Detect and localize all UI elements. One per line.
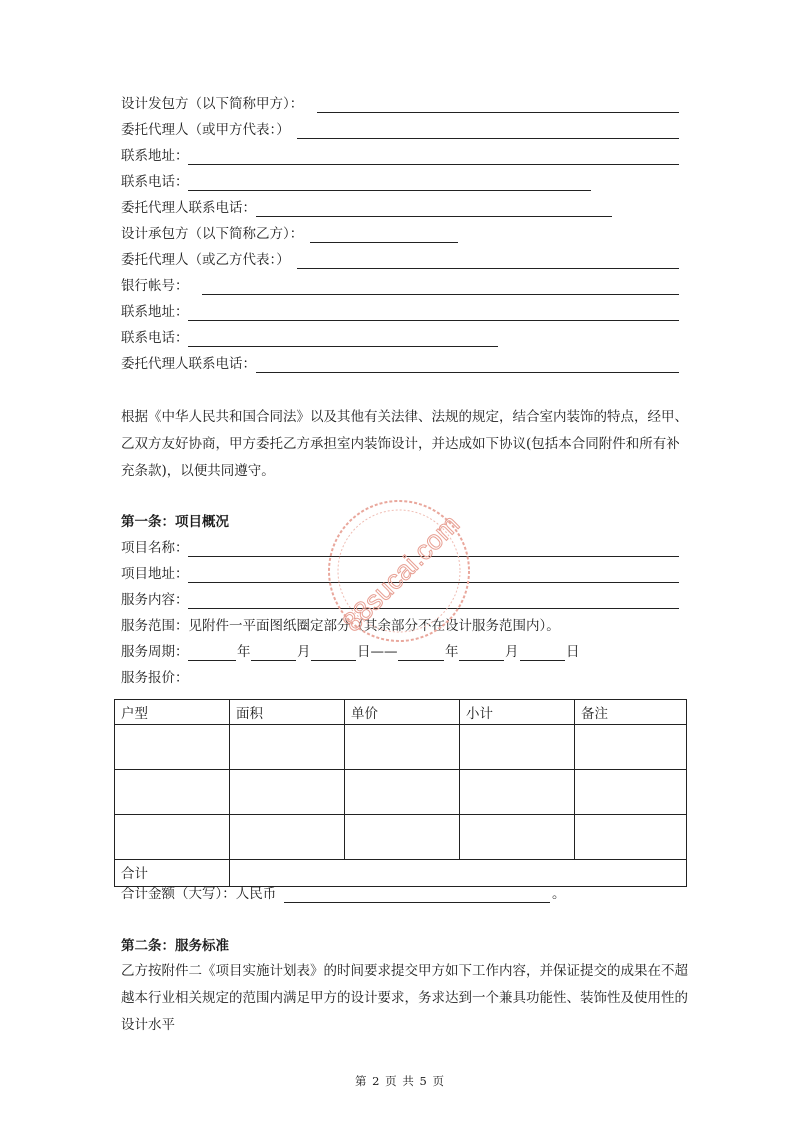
table-header-cell: 单价 xyxy=(345,700,460,725)
service-content-row xyxy=(121,590,189,610)
section2-paragraph xyxy=(121,958,688,1039)
page-footer: 第 2 页 共 5 页 xyxy=(355,1074,445,1088)
blank-line[interactable] xyxy=(256,358,679,373)
paragraph-line: 服务范围：见附件一平面图纸圈定部分（其余部分不在设计服务范围内）。 xyxy=(121,618,560,634)
field-label: 项目地址： xyxy=(121,566,189,582)
table-cell[interactable] xyxy=(115,770,230,815)
table-row xyxy=(115,815,687,860)
service-scope-row xyxy=(121,616,560,636)
table-total-row xyxy=(115,860,687,887)
day-label: 日 xyxy=(566,644,580,660)
quote-label-row xyxy=(121,668,189,688)
table-total-label: 合计 xyxy=(115,860,230,887)
section-heading: 第一条：项目概况 xyxy=(121,514,229,530)
table-header-cell: 户型 xyxy=(115,700,230,725)
blank-line[interactable] xyxy=(284,888,550,903)
blank-line[interactable] xyxy=(188,176,591,191)
blank-line[interactable] xyxy=(297,124,679,139)
blank-line[interactable] xyxy=(398,646,444,661)
field-label: 合计金额（大写）：人民币 xyxy=(121,886,277,902)
table-cell[interactable] xyxy=(575,725,687,770)
field-label: 委托代理人联系电话： xyxy=(121,356,256,372)
field-label: 委托代理人（或乙方代表：） xyxy=(121,252,290,268)
blank-line[interactable] xyxy=(256,202,612,217)
blank-line[interactable] xyxy=(311,646,356,661)
watermark-text: 88sucai.com xyxy=(336,508,466,638)
project-address-row xyxy=(121,564,189,584)
table-header-row xyxy=(115,700,687,725)
intro-paragraph xyxy=(121,404,688,485)
table-row xyxy=(115,770,687,815)
table-cell[interactable] xyxy=(460,815,575,860)
table-cell[interactable] xyxy=(460,770,575,815)
field-label: 服务内容： xyxy=(121,592,189,608)
party-receiver-address xyxy=(121,302,189,322)
blank-line[interactable] xyxy=(202,280,679,295)
party-sender-agent-phone xyxy=(121,198,256,218)
blank-line[interactable] xyxy=(188,306,679,321)
year-label: 年 xyxy=(445,644,459,660)
blank-line[interactable] xyxy=(188,542,679,557)
paragraph-line: 根据《中华人民共和国合同法》以及其他有关法律、法规的规定，结合室内装饰的特点，经甲、 xyxy=(121,409,688,425)
blank-line[interactable] xyxy=(188,568,679,583)
paragraph-line: 设计水平 xyxy=(121,1017,175,1033)
field-label: 委托代理人（或甲方代表：） xyxy=(121,122,290,138)
party-sender xyxy=(121,94,303,114)
field-label: 委托代理人联系电话： xyxy=(121,200,256,216)
year-label: 年 xyxy=(237,644,251,660)
field-label: 设计承包方（以下简称乙方）： xyxy=(121,226,304,242)
field-label: 联系地址： xyxy=(121,148,189,164)
blank-line[interactable] xyxy=(188,594,679,609)
price-table xyxy=(114,699,687,887)
table-cell[interactable] xyxy=(575,815,687,860)
party-receiver-bank xyxy=(121,276,189,296)
month-label: 月 xyxy=(505,644,519,660)
table-header-cell: 面积 xyxy=(230,700,345,725)
month-label: 月 xyxy=(297,644,311,660)
party-receiver xyxy=(121,224,303,244)
field-label: 联系电话： xyxy=(121,174,189,190)
field-label: 联系电话： xyxy=(121,330,189,346)
table-cell[interactable] xyxy=(345,725,460,770)
field-label: 银行帐号： xyxy=(121,278,189,294)
field-label: 设计发包方（以下简称甲方）： xyxy=(121,96,304,112)
blank-line[interactable] xyxy=(188,332,498,347)
party-sender-phone xyxy=(121,172,189,192)
table-cell[interactable] xyxy=(115,815,230,860)
table-cell[interactable] xyxy=(115,725,230,770)
project-name-row xyxy=(121,538,189,558)
party-receiver-agent xyxy=(121,250,290,270)
party-sender-agent xyxy=(121,120,290,140)
table-cell[interactable] xyxy=(460,725,575,770)
field-label: 服务周期： xyxy=(121,644,189,660)
table-cell[interactable] xyxy=(575,770,687,815)
service-period-label xyxy=(121,642,189,662)
blank-line[interactable] xyxy=(317,98,679,113)
party-receiver-phone xyxy=(121,328,189,348)
blank-line[interactable] xyxy=(297,254,679,269)
amount-end-mark: 。 xyxy=(552,886,566,902)
paragraph-line: 越本行业相关规定的范围内满足甲方的设计要求，务求达到一个兼具功能性、装饰性及使用性的 xyxy=(121,990,688,1006)
table-cell[interactable] xyxy=(230,815,345,860)
section-heading: 第二条：服务标准 xyxy=(121,938,229,954)
paragraph-line: 充条款)，以便共同遵守。 xyxy=(121,463,275,479)
table-header-cell: 小计 xyxy=(460,700,575,725)
day-dash-label: 日—— xyxy=(357,644,398,660)
table-cell[interactable] xyxy=(230,770,345,815)
paragraph-line: 乙方按附件二《项目实施计划表》的时间要求提交甲方如下工作内容，并保证提交的成果在不超 xyxy=(121,963,688,979)
amount-label-row xyxy=(121,884,276,904)
blank-line[interactable] xyxy=(520,646,565,661)
table-row xyxy=(115,725,687,770)
table-cell[interactable] xyxy=(230,725,345,770)
field-label: 服务报价： xyxy=(121,670,189,686)
table-cell[interactable] xyxy=(345,770,460,815)
paragraph-line: 乙双方友好协商，甲方委托乙方承担室内装饰设计，并达成如下协议(包括本合同附件和所有补 xyxy=(121,436,680,452)
table-header-cell: 备注 xyxy=(575,700,687,725)
blank-line[interactable] xyxy=(251,646,296,661)
blank-line[interactable] xyxy=(188,150,679,165)
field-label: 联系地址： xyxy=(121,304,189,320)
field-label: 项目名称： xyxy=(121,540,189,556)
table-cell[interactable] xyxy=(345,815,460,860)
party-receiver-agent-phone xyxy=(121,354,256,374)
blank-line[interactable] xyxy=(310,228,458,243)
party-sender-address xyxy=(121,146,189,166)
blank-line[interactable] xyxy=(459,646,504,661)
blank-line[interactable] xyxy=(188,646,236,661)
table-total-cell[interactable] xyxy=(230,860,687,887)
